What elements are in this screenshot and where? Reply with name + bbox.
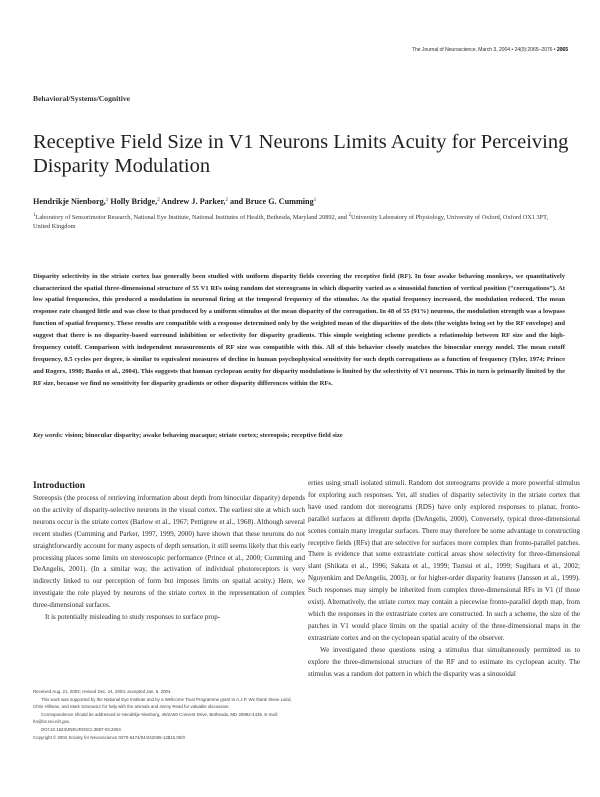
body-paragraph: Stereopsis (the process of retrieving information about depth from binocular disparity) depends on the activity of disparity-selective neurons in the visual cortex. The earliest site at which such neurons occur is the striate cortex (Barlow et al., 1967; Pettigrew et al., 1968). Although several recent studies (Cumming and Parker, 1997, 1999, 2000) have shown that these neurons do not straightforwardly account for many aspects of depth sensation, it still seems likely that this early processing places some limits on stereoscopic performance (Prince et al., 2000; Cumming and DeAngelis, 2001). (In a similar way, the activation of individual photoreceptors is very indirectly linked to our perception of form but imposes limits on spatial acuity.) Here, we investigate the role played by neurons of the striate cortex in the representation of complex three-dimensional surfaces. bbox=[33, 494, 305, 610]
author-affiliation-marker: 2 bbox=[225, 198, 228, 203]
doi: DOI:10.1523/JNEUROSCI.3887-03.2004 bbox=[41, 726, 121, 732]
article-title: Receptive Field Size in V1 Neurons Limits Acuity for Perceiving Disparity Modulation bbox=[33, 130, 569, 177]
author-affiliation-marker: 2 bbox=[157, 198, 160, 203]
received-dates: Received Aug. 21, 2003; revised Dec. 24, 2003; accepted Jan. 6, 2004. bbox=[33, 689, 172, 694]
keywords-label: Key words: bbox=[33, 432, 64, 439]
affiliation-marker: 2 bbox=[348, 213, 352, 218]
author-affiliation-marker: 1 bbox=[313, 198, 317, 203]
running-head bbox=[412, 47, 568, 53]
section-heading-introduction: Introduction bbox=[33, 480, 86, 491]
journal-citation: The Journal of Neuroscience, March 3, 2004 • 24(9):2065–2076 • bbox=[411, 47, 557, 53]
body-paragraph: It is potentially misleading to study responses to surface prop- bbox=[45, 613, 221, 622]
section-label: Behavioral/Systems/Cognitive bbox=[33, 94, 131, 103]
author-list bbox=[33, 197, 573, 206]
author-name: and Bruce G. Cumming bbox=[229, 197, 314, 206]
author-name: Holly Bridge, bbox=[110, 197, 158, 206]
body-column-right bbox=[308, 478, 580, 680]
funding-acknowledgment: This work was supported by the National Eye Institute and by a Wellcome Trust Programme grant to A.J.P. We thank Steve Laird, Chris Hillman, and Mark Szarowicz for help with the animals and Jenny Read for valuable discussion. bbox=[33, 696, 292, 710]
abstract: Disparity selectivity in the striate cortex has generally been studied with uniform disparity fields covering the receptive field (RF). In four awake behaving monkeys, we quantitatively characterized the spatial three-dimensional structure of 55 V1 RFs using random dot stereograms in which disparity varied as a sinusoidal function of vertical position (“corrugations”). At low spatial frequencies, this produced a modulation in neuronal firing at the temporal frequency of the stimulus. As the spatial frequency increased, the modulation reduced. The mean response rate changed little and was close to that produced by a uniform stimulus at the mean disparity of the corrugation. In 48 of 55 (91%) neurons, the modulation strength was a lowpass function of spatial frequency. These results are compatible with a response determined only by the weighted mean of the disparities of the dots (the weights being set by the RF envelope) and suggest that there is no disparity-based surround inhibition or selectivity for disparity gradients. This simple weighting scheme predicts a relationship between RF size and the high-frequency cutoff. Comparison with independent measurements of RF size was compatible with this. All of this behavior closely matches the binocular energy model. The mean cutoff frequency, 0.5 cycles per degree, is similar to equivalent measures of decline in human psychophysical sensitivity for such depth corrugations as a function of frequency (Tyler, 1974; Prince and Rogers, 1998; Banks et al., 2004). This suggests that human cyclopean acuity for disparity modulations is limited by the selectivity of V1 neurons. This in turn is primarily limited by the RF size, because we find no sensitivity for disparity gradients or other disparity differences within the RFs. bbox=[33, 272, 565, 387]
keywords-list: vision; binocular disparity; awake behaving macaque; striate cortex; stereopsis; receptive field size bbox=[63, 432, 343, 439]
footnotes bbox=[33, 688, 298, 741]
body-paragraph: erties using small isolated stimuli. Random dot stereograms provide a more powerful stimulus for exploring such responses. Yet, all studies of disparity selectivity in the striate cortex that have used random dot stereograms (RDS) have only explored responses to planar, fronto-parallel surfaces at different depths (DeAngelis, 2000). Conversely, typical three-dimensional scenes contain many irregular surfaces. There may therefore be some advantage to constructing receptive fields (RFs) that are selective for surfaces more complex than fronto-parallel patches. There is evidence that some extrastriate cortical areas show selectivity for three-dimensional slant (Shikata et al., 1996; Sakata et al., 1999; Tsutsui et al., 1999; Sugihara et al., 2002; Nguyenkim and DeAngelis, 2003), or for higher-order disparity features (Janssen et al., 1999). Such responses may simply be inherited from complex three-dimensional RFs in V1 (if those exist). Alternatively, the striate cortex may contain a piecewise fronto-parallel depth map, from which the responses in the extrastriate cortex are constructed. In such a scheme, the size of the patches in V1 would place limits on the spatial acuity of the three-dimensional maps in the extrastriate cortex and on the cyclopean spatial acuity of the observer. bbox=[308, 479, 580, 642]
correspondence: Correspondence should be addressed to Hendrikje Nienborg, 49/2A50 Convent Drive, Bethesda, MD 20892-4435. E-mail: hn@lsr.nei.nih.gov. bbox=[33, 711, 278, 725]
keywords bbox=[33, 432, 565, 439]
copyright: Copyright © 2004 Society for Neuroscience 0270-6474/04/242065-12$15.00/0 bbox=[33, 734, 185, 740]
author-name: Andrew J. Parker, bbox=[161, 197, 226, 206]
affiliations bbox=[33, 211, 553, 232]
author-affiliation-marker: 1 bbox=[105, 198, 109, 203]
affiliation-marker: 1 bbox=[33, 213, 36, 218]
author-name: Hendrikje Nienborg, bbox=[33, 197, 106, 206]
body-column-left bbox=[33, 480, 305, 624]
body-paragraph: We investigated these questions using a stimulus that simultaneously permitted us to explore the three-dimensional structure of the RF and to estimate its cyclopean acuity. The stimulus was a random dot pattern in which the disparity was a sinusoidal bbox=[308, 645, 580, 678]
affiliation-text: Laboratory of Sensorimotor Research, National Eye Institute, National Institutes of Health, Bethesda, Maryland 20892, and bbox=[35, 214, 349, 221]
affiliation-text: University Laboratory of Physiology, University of Oxford, Oxford OX1 3PT, United Kingdom bbox=[33, 214, 549, 231]
page-number: 2065 bbox=[556, 47, 568, 53]
